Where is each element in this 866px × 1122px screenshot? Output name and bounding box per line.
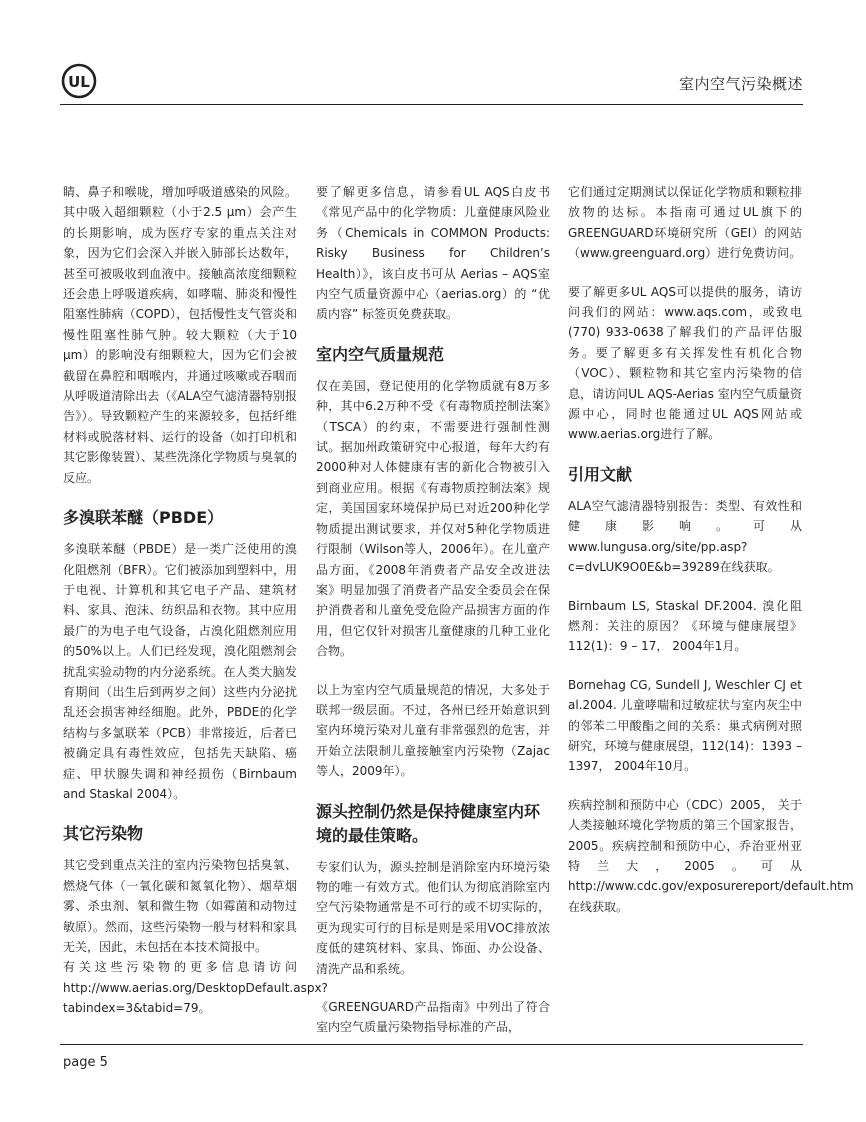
body-paragraph: 有关这些污染物的更多信息请访问 http://www.aerias.org/DesktopDefault.aspx?tabindex=3&tabid=79。: [63, 960, 328, 1016]
body-paragraph: 其它受到重点关注的室内污染物包括臭氧、燃烧气体（一氧化碳和氮氧化物）、烟草烟雾、杀虫剂、氡和微生物（如霉菌和动物过敏原）。然而，这些污染物一般与材料和家具无关，因此，未包括在本技术简报中。: [63, 858, 298, 954]
section-heading-source-control: 源头控制仍然是保持健康室内环境的最佳策略。: [316, 801, 541, 845]
section-heading-other-pollutants: 其它污染物: [63, 824, 144, 844]
document-title: 室内空气污染概述: [678, 75, 803, 93]
body-paragraph: 多溴联苯醚（PBDE）是一类广泛使用的溴化阻燃剂（BFR）。它们被添加到塑料中，用于电视、计算机和其它电子产品、建筑材料、家具、泡沫、纺织品和衣物。其中应用最广的为电子电气设备，占溴化阻燃剂应用的50%以上。人们已经发现，溴化阻燃剂会扰乱实验动物的内分泌系统。在人类大脑发育期间（出生后到两岁之间）这些内分泌扰乱还会损害神经细胞。此外，PBDE的化学结构与多氯联苯（PCB）非常接近，后者已被确定具有毒性效应，包括先天缺陷、癌症、甲状腺失调和神经损伤（Birnbaum and Staskal 2004）。: [63, 542, 297, 801]
body-paragraph: 专家们认为，源头控制是消除室内环境污染物的唯一有效方式。他们认为彻底消除室内空气污染物通常是不可行的或不切实际的，更为现实可行的目标是则是采用VOC排放浓度低的建筑材料、家具、饰面、办公设备、清洗产品和系统。: [316, 859, 550, 976]
ul-logo: [61, 63, 97, 99]
body-paragraph: 以上为室内空气质量规范的情况，大多处于联邦一级层面。不过，各州已经开始意识到室内环境污染对儿童有非常强烈的危害，并开始立法限制儿童接触室内污染物（Zajac等人，2009年）。: [316, 682, 550, 779]
section-heading-iaq-regulations: 室内空气质量规范: [316, 344, 445, 364]
header-divider: [60, 104, 803, 105]
body-paragraph: 要了解更多UL AQS可以提供的服务，请访问我们的网站：www.aqs.com，或致电(770) 933-0638了解我们的产品评估服务。要了解更多有关挥发性有机化合物（VOC）、颗粒物和其它室内污染物的信息，请访问UL AQS-Aerias 室内空气质量资源中心，同时也能通过UL AQS网站或www.aerias.org进行了解。: [568, 284, 802, 442]
body-paragraph: 睛、鼻子和喉咙，增加呼吸道感染的风险。其中吸入超细颗粒（小于2.5 μm）会产生的长期影响，成为医疗专家的重点关注对象，因为它们会深入并嵌入肺部长达数年，甚至可被吸收到血液中。接触高浓度细颗粒还会患上呼吸道疾病，如哮喘、肺炎和慢性阻塞性肺病（COPD），包括慢性支气管炎和慢性阻塞性肺气肿。较大颗粒（大于10 μm）的影响没有细颗粒大，因为它们会被截留在鼻腔和咽喉内，并通过咳嗽或吞咽而从呼吸道清除出去（《ALA空气滤清器特别报告》）。导致颗粒产生的来源较多，包括纤维材料或脱落材料、运行的设备（如打印机和其它影像装置）、某些洗涤化学物质与臭氧的反应。: [63, 185, 298, 485]
body-paragraph: 它们通过定期测试以保证化学物质和颗粒排放物的达标。本指南可通过UL旗下的GREENGUARD环境研究所（GEI）的网站（www.greenguard.org）进行免费访问。: [568, 185, 802, 261]
footer-divider: [60, 1044, 803, 1045]
section-heading-references: 引用文献: [568, 464, 633, 484]
reference-item: ALA空气滤清器特别报告：类型、有效性和健康影响。可从www.lungusa.org/site/pp.asp?c=dvLUK9O0E&b=39289在线获取。: [568, 498, 802, 575]
section-heading-pbde: 多溴联苯醚（PBDE）: [63, 508, 224, 528]
reference-item: Bornehag CG, Sundell J, Weschler CJ et al.2004. 儿童哮喘和过敏症状与室内灰尘中的邻苯二甲酸酯之间的关系：巢式病例对照研究，环境与健康展望，112(14)：1393 – 1397， 2004年10月。: [568, 677, 802, 774]
column-3: [568, 182, 854, 917]
reference-item: 疾病控制和预防中心（CDC）2005， 关于人类接触环境化学物质的第三个国家报告，2005。疾病控制和预防中心，乔治亚州亚特兰大，2005。可从 http://www.cdc.gov/exposurereport/default.htm在线获取。: [568, 797, 854, 914]
reference-item: Birnbaum LS, Staskal DF.2004. 溴化阻燃剂：关注的原因？《环境与健康展望》112(1)：9 – 17， 2004年1月。: [568, 598, 802, 654]
page-number: page 5: [63, 1055, 108, 1070]
body-paragraph: 仅在美国，登记使用的化学物质就有8万多种，其中6.2万种不受《有毒物质控制法案》（TSCA）的约束，不需要进行强制性测试。据加州政策研究中心报道，每年大约有2000种对人体健康有害的新化合物被引入到商业应用。根据《有毒物质控制法案》规定，美国国家环境保护局已对近200种化学物质提出测试要求，并仅对5种化学物质进行限制（Wilson等人，2006年）。在儿童产品方面，《2008年消费者产品安全改进法案》明显加强了消费者产品安全委员会在保护消费者和儿童免受危险产品损害方面的作用，但它仅针对损害儿童健康的几种工业化合物。: [316, 378, 550, 659]
column-2: [316, 182, 550, 1038]
body-paragraph: 要了解更多信息，请参看UL AQS白皮书《常见产品中的化学物质：儿童健康风险业务（Chemicals in COMMON Products: Risky Business for Children’s Health）》，该白皮书可从 Aerias – AQS室内空气质量资源中心（aerias.org）的 “优质内容” 标签页免费获取。: [316, 185, 550, 322]
body-paragraph: 《GREENGUARD产品指南》中列出了符合室内空气质量污染物指导标准的产品，: [316, 1000, 550, 1035]
column-1: [63, 182, 328, 1019]
ul-logo-text: UL: [68, 73, 90, 91]
